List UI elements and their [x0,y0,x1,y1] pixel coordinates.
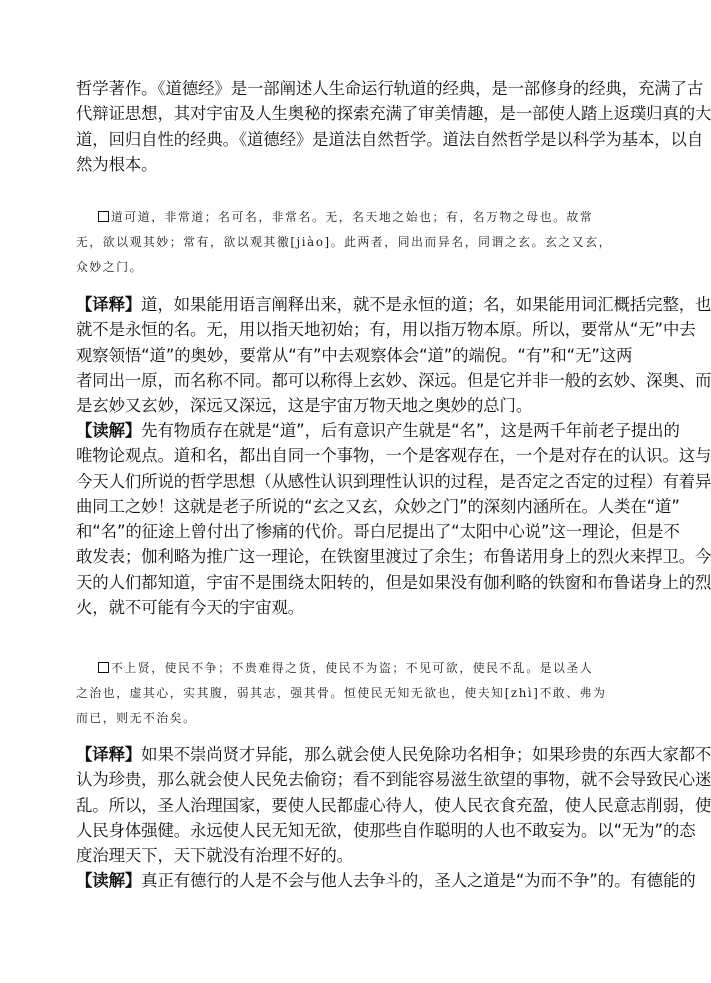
chapter3-classic-text [76,656,626,731]
text-line: 代辩证思想，其对宇宙及人生奥秘的探索充满了审美情趣，是一部使人踏上返璞归真的大 [76,104,711,124]
square-bullet-icon [98,662,109,673]
translation-label: 【译释】 [76,295,142,314]
text-line: 观察领悟“道”的奥妙，要常从“有”中去观察体会“道”的端倪。“有”和“无”这两 [76,345,633,365]
text-line: 唯物论观点。道和名，都出自同一个事物，一个是客观存在，一个是对存在的认识。这与 [76,446,711,466]
classic-first-line: 不上贤，使民不争；不贵难得之货，使民不为盗；不见可欲，使民不乱。是以圣人 [111,661,594,675]
text-line: 和“名”的征途上曾付出了惨痛的代价。哥白尼提出了“太阳中心说”这一理论，但是不 [76,522,680,542]
text-line [76,656,626,681]
text-line [76,205,626,230]
text-line: 而已，则无不治矣。 [76,711,197,725]
interpretation-label: 【读解】 [76,871,142,890]
text-line: 认为珍贵，那么就会使人民免去偷窃；看不到能容易滋生欲望的事物，就不会导致民心迷 [76,770,711,790]
text-line: 天的人们都知道，宇宙不是围绕太阳转的，但是如果没有伽利略的铁窗和布鲁诺身上的烈 [76,572,711,592]
translation-label: 【译释】 [76,745,142,764]
interpretation-label: 【读解】 [76,421,142,440]
text-line [76,292,711,317]
text-line: 无，欲以观其妙；常有，欲以观其徼[jiào]。此两者，同出而异名，同谓之玄。玄之又玄， [76,235,613,249]
translation-first-line: 道，如果能用语言阐释出来，就不是永恒的道；名，如果能用词汇概括完整，也 [141,295,711,314]
interpretation-first-line: 先有物质存在就是“道”，后有意识产生就是“名”，这是两千年前老子提出的 [141,421,680,440]
text-line [76,868,696,893]
interpretation-first-line: 真正有德行的人是不会与他人去争斗的，圣人之道是“为而不争”的。有德能的 [141,871,696,890]
square-bullet-icon [98,211,109,222]
text-line: 今天人们所说的哲学思想（从感性认识到理性认识的过程，是否定之否定的过程）有着异 [76,471,711,491]
text-line: 火，就不可能有今天的宇宙观。 [76,598,305,618]
chapter1-classic-text [76,205,626,280]
text-line: 敢发表；伽利略为推广这一理论，在铁窗里渡过了余生；布鲁诺用身上的烈火来捍卫。今 [76,547,711,567]
chapter3-translation [76,742,711,868]
classic-first-line: 道可道，非常道；名可名，非常名。无，名天地之始也；有，名万物之母也。故常 [111,210,594,224]
translation-first-line: 如果不崇尚贤才异能，那么就会使人民免除功名相争；如果珍贵的东西大家都不 [141,745,711,764]
text-line: 然为根本。 [76,154,158,174]
text-line: 曲同工之妙！这就是老子所说的“玄之又玄，众妙之门”的深刻内涵所在。人类在“道” [76,496,680,516]
text-line: 哲学著作。《道德经》是一部阐述人生命运行轨道的经典，是一部修身的经典，充满了古 [76,79,704,98]
chapter3-interpretation [76,868,696,893]
text-line [76,742,711,767]
text-line: 乱。所以，圣人治理国家，要使人民都虚心待人，使人民衣食充盈，使人民意志削弱，使 [76,795,711,815]
text-line: 者同出一原，而名称不同。都可以称得上玄妙、深远。但是它并非一般的玄妙、深奥、而 [76,370,711,390]
intro-paragraph [76,76,711,177]
text-line: 度治理天下，天下就没有治理不好的。 [76,846,353,866]
text-line: 就不是永恒的名。无，用以指天地初始；有，用以指万物本原。所以，要常从“无”中去 [76,320,696,340]
chapter1-translation [76,292,711,418]
chapter1-interpretation [76,418,711,620]
text-line: 之治也，虚其心，实其腹，弱其志，强其骨。恒使民无知无欲也，使夫知[zhì]不敢、弗为 [76,686,607,700]
text-line: 道，回归自性的经典。《道德经》是道法自然哲学。道法自然哲学是以科学为基本，以自 [76,129,704,149]
text-line: 人民身体强健。永远使人民无知无欲，使那些自作聪明的人也不敢妄为。以“无为”的态 [76,820,696,840]
text-line [76,418,680,443]
text-line: 众妙之门。 [76,260,143,274]
text-line: 是玄妙又玄妙，深远又深远，这是宇宙万物天地之奥妙的总门。 [76,396,533,416]
